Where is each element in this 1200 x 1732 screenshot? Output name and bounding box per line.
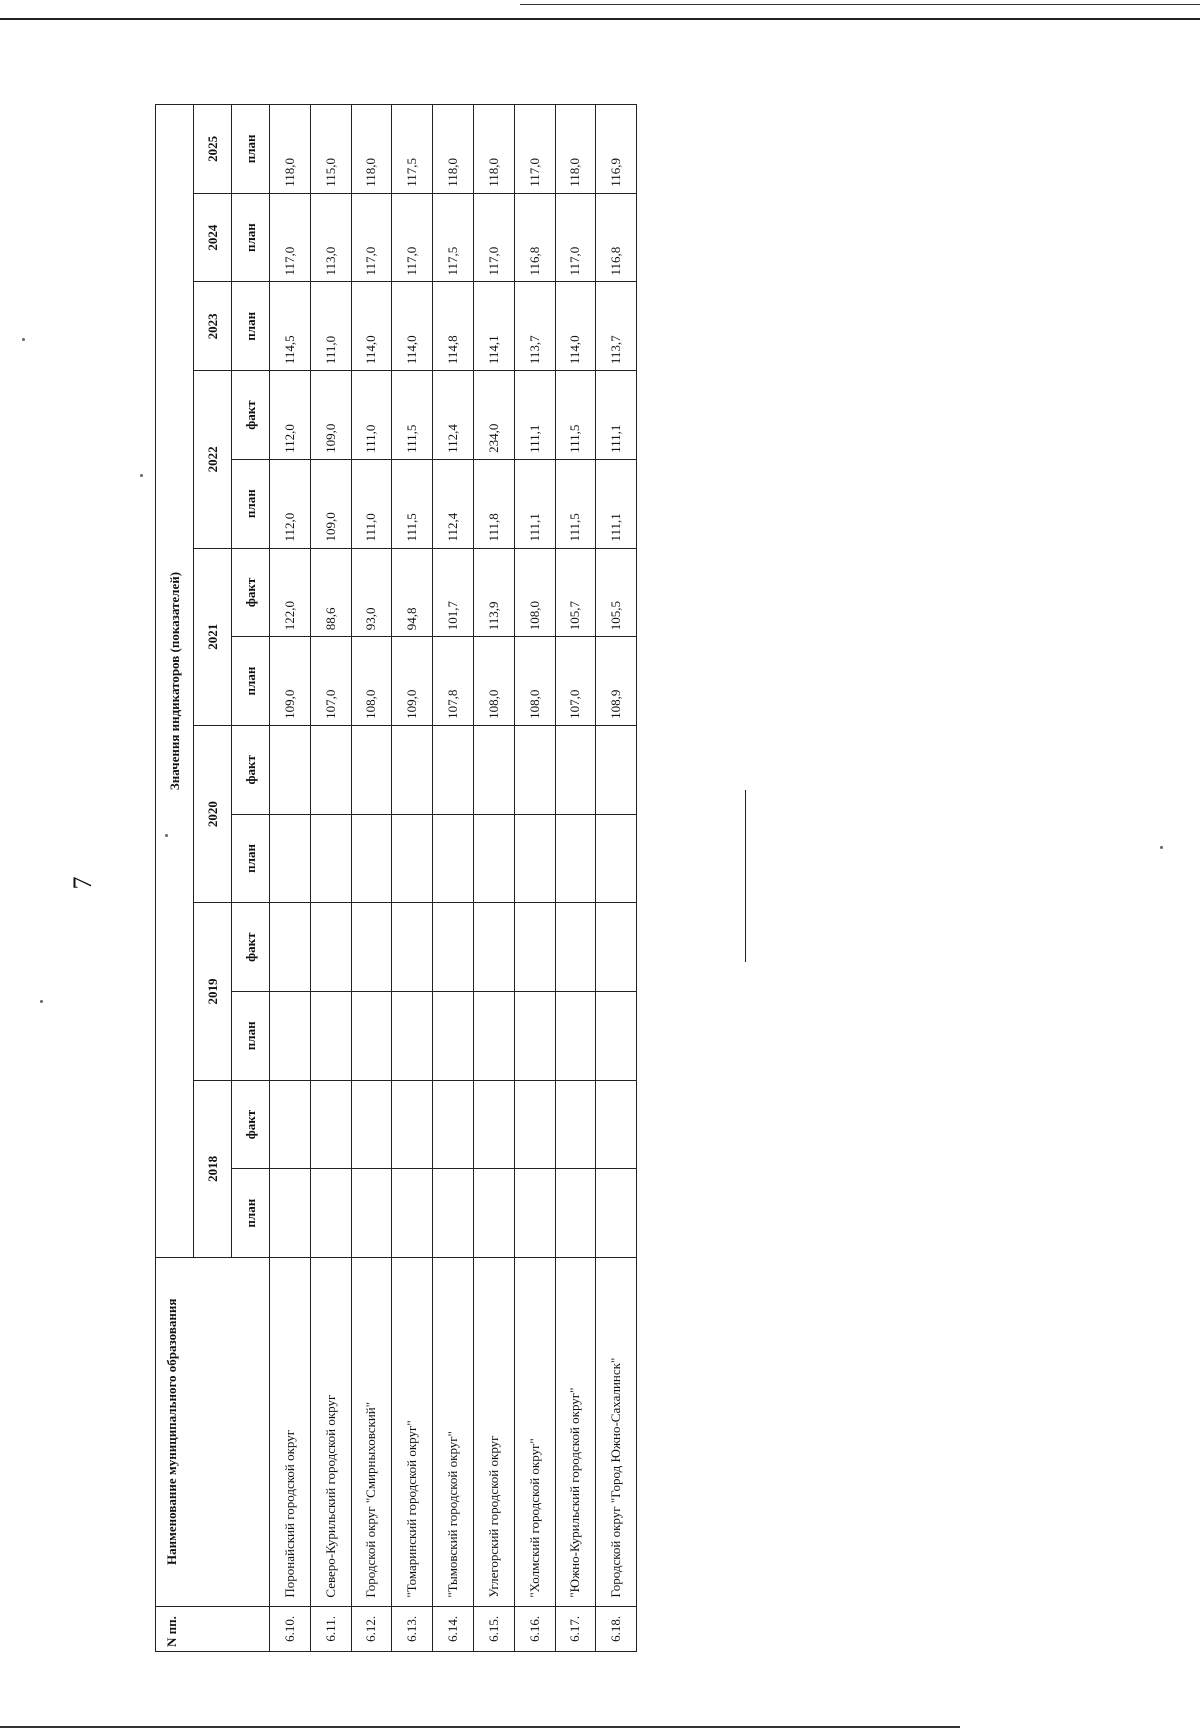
value-cell: 116,8 xyxy=(596,193,637,282)
table-row xyxy=(270,105,311,1652)
value-cell xyxy=(310,1080,351,1169)
value-cell xyxy=(270,1080,311,1169)
value-cell xyxy=(433,814,474,903)
value-cell xyxy=(473,1080,514,1169)
value-cell: 112,4 xyxy=(433,371,474,460)
value-cell: 101,7 xyxy=(433,548,474,637)
value-cell: 109,0 xyxy=(310,459,351,548)
value-cell xyxy=(514,903,555,992)
value-cell xyxy=(473,903,514,992)
value-cell: 118,0 xyxy=(433,105,474,194)
row-number: 6.15. xyxy=(473,1606,514,1651)
value-cell: 93,0 xyxy=(351,548,392,637)
value-cell xyxy=(270,991,311,1080)
value-cell: 113,7 xyxy=(596,282,637,371)
value-cell xyxy=(514,1080,555,1169)
value-cell xyxy=(473,991,514,1080)
year-header: 2024 xyxy=(194,193,232,282)
value-cell xyxy=(514,1169,555,1258)
value-cell: 114,1 xyxy=(473,282,514,371)
value-cell xyxy=(555,991,596,1080)
plan-header: план xyxy=(232,814,270,903)
value-cell: 111,5 xyxy=(555,459,596,548)
indicators-header: Значения индикаторов (показателей) xyxy=(156,105,194,1258)
col-name-header: Наименование муниципального образования xyxy=(156,1258,270,1607)
value-cell xyxy=(433,1080,474,1169)
value-cell: 114,5 xyxy=(270,282,311,371)
value-cell xyxy=(473,1169,514,1258)
value-cell: 117,0 xyxy=(514,105,555,194)
value-cell: 108,0 xyxy=(514,637,555,726)
value-cell xyxy=(310,725,351,814)
fact-header: факт xyxy=(232,371,270,460)
value-cell xyxy=(555,725,596,814)
value-cell: 115,0 xyxy=(310,105,351,194)
plan-header: план xyxy=(232,991,270,1080)
rotated-table-container xyxy=(155,104,637,1652)
value-cell: 111,8 xyxy=(473,459,514,548)
table-row xyxy=(596,105,637,1652)
row-number: 6.17. xyxy=(555,1606,596,1651)
value-cell: 117,0 xyxy=(473,193,514,282)
scan-artifact-line xyxy=(0,18,1200,20)
value-cell: 88,6 xyxy=(310,548,351,637)
municipality-name: "Холмский городской округ" xyxy=(514,1258,555,1607)
scan-artifact-line xyxy=(0,1726,960,1728)
table-row xyxy=(514,105,555,1652)
value-cell: 108,0 xyxy=(351,637,392,726)
value-cell xyxy=(555,814,596,903)
value-cell: 118,0 xyxy=(351,105,392,194)
value-cell: 118,0 xyxy=(473,105,514,194)
value-cell: 113,9 xyxy=(473,548,514,637)
value-cell: 108,0 xyxy=(514,548,555,637)
value-cell xyxy=(351,991,392,1080)
value-cell: 111,1 xyxy=(596,371,637,460)
value-cell xyxy=(596,1169,637,1258)
municipality-name: "Тымовский городской округ" xyxy=(433,1258,474,1607)
value-cell: 122,0 xyxy=(270,548,311,637)
value-cell xyxy=(270,903,311,992)
value-cell: 105,7 xyxy=(555,548,596,637)
municipality-name: Городской округ "Смирныховский" xyxy=(351,1258,392,1607)
value-cell xyxy=(433,1169,474,1258)
value-cell xyxy=(392,903,433,992)
value-cell: 117,0 xyxy=(555,193,596,282)
year-header: 2020 xyxy=(194,725,232,902)
value-cell xyxy=(310,1169,351,1258)
value-cell xyxy=(596,725,637,814)
value-cell: 107,0 xyxy=(555,637,596,726)
value-cell: 117,0 xyxy=(392,193,433,282)
year-header: 2022 xyxy=(194,371,232,548)
table-row xyxy=(433,105,474,1652)
value-cell xyxy=(351,814,392,903)
value-cell xyxy=(351,725,392,814)
value-cell: 111,0 xyxy=(351,371,392,460)
value-cell: 118,0 xyxy=(555,105,596,194)
value-cell xyxy=(555,1080,596,1169)
table-row xyxy=(392,105,433,1652)
row-number: 6.18. xyxy=(596,1606,637,1651)
year-header: 2021 xyxy=(194,548,232,725)
value-cell: 111,0 xyxy=(351,459,392,548)
value-cell xyxy=(433,903,474,992)
value-cell: 111,5 xyxy=(555,371,596,460)
value-cell: 117,5 xyxy=(433,193,474,282)
value-cell: 116,8 xyxy=(514,193,555,282)
row-number: 6.11. xyxy=(310,1606,351,1651)
row-number: 6.13. xyxy=(392,1606,433,1651)
value-cell xyxy=(351,1169,392,1258)
scan-artifact-line xyxy=(520,4,1200,5)
municipality-name: Городской округ "Город Южно-Сахалинск" xyxy=(596,1258,637,1607)
table-row xyxy=(473,105,514,1652)
indicators-table xyxy=(155,104,637,1652)
year-header: 2023 xyxy=(194,282,232,371)
value-cell: 105,5 xyxy=(596,548,637,637)
row-number: 6.10. xyxy=(270,1606,311,1651)
value-cell: 109,0 xyxy=(310,371,351,460)
value-cell xyxy=(514,725,555,814)
col-num-header: N пп. xyxy=(156,1606,270,1651)
value-cell: 112,0 xyxy=(270,459,311,548)
scan-speck xyxy=(1160,846,1163,849)
value-cell: 111,5 xyxy=(392,459,433,548)
fact-header: факт xyxy=(232,1080,270,1169)
value-cell xyxy=(310,814,351,903)
fact-header: факт xyxy=(232,903,270,992)
value-cell xyxy=(392,725,433,814)
municipality-name: "Южно-Курильский городской округ" xyxy=(555,1258,596,1607)
value-cell: 118,0 xyxy=(270,105,311,194)
value-cell: 111,5 xyxy=(392,371,433,460)
value-cell: 234,0 xyxy=(473,371,514,460)
value-cell xyxy=(596,1080,637,1169)
value-cell xyxy=(270,1169,311,1258)
value-cell xyxy=(473,814,514,903)
value-cell xyxy=(392,814,433,903)
value-cell: 114,0 xyxy=(392,282,433,371)
value-cell: 108,0 xyxy=(473,637,514,726)
value-cell: 113,0 xyxy=(310,193,351,282)
value-cell: 114,0 xyxy=(555,282,596,371)
value-cell: 107,0 xyxy=(310,637,351,726)
value-cell: 108,9 xyxy=(596,637,637,726)
plan-header: план xyxy=(232,282,270,371)
municipality-name: "Томаринский городской округ" xyxy=(392,1258,433,1607)
scan-speck xyxy=(40,1000,43,1003)
scan-speck xyxy=(140,474,143,477)
value-cell xyxy=(433,725,474,814)
year-header: 2018 xyxy=(194,1080,232,1257)
plan-header: план xyxy=(232,105,270,194)
value-cell xyxy=(596,991,637,1080)
value-cell: 116,9 xyxy=(596,105,637,194)
value-cell: 114,0 xyxy=(351,282,392,371)
value-cell xyxy=(433,991,474,1080)
value-cell xyxy=(596,814,637,903)
table-row xyxy=(555,105,596,1652)
value-cell xyxy=(310,991,351,1080)
value-cell xyxy=(270,725,311,814)
value-cell xyxy=(514,814,555,903)
value-cell xyxy=(596,903,637,992)
municipality-name: Углегорский городской округ xyxy=(473,1258,514,1607)
scan-speck xyxy=(22,338,25,341)
scan-artifact-line xyxy=(745,790,746,962)
value-cell xyxy=(392,991,433,1080)
value-cell xyxy=(351,903,392,992)
fact-header: факт xyxy=(232,548,270,637)
plan-header: план xyxy=(232,1169,270,1258)
row-number: 6.14. xyxy=(433,1606,474,1651)
value-cell: 107,8 xyxy=(433,637,474,726)
row-number: 6.12. xyxy=(351,1606,392,1651)
value-cell xyxy=(351,1080,392,1169)
value-cell: 117,0 xyxy=(270,193,311,282)
table-row xyxy=(351,105,392,1652)
plan-header: план xyxy=(232,193,270,282)
value-cell xyxy=(555,1169,596,1258)
value-cell xyxy=(555,903,596,992)
municipality-name: Поронайский городской округ xyxy=(270,1258,311,1607)
value-cell: 117,5 xyxy=(392,105,433,194)
value-cell: 112,4 xyxy=(433,459,474,548)
row-number: 6.16. xyxy=(514,1606,555,1651)
fact-header: факт xyxy=(232,725,270,814)
plan-header: план xyxy=(232,637,270,726)
municipality-name: Северо-Курильский городской округ xyxy=(310,1258,351,1607)
value-cell xyxy=(514,991,555,1080)
value-cell xyxy=(473,725,514,814)
value-cell: 111,1 xyxy=(596,459,637,548)
value-cell: 114,8 xyxy=(433,282,474,371)
value-cell: 117,0 xyxy=(351,193,392,282)
value-cell xyxy=(392,1169,433,1258)
value-cell: 111,0 xyxy=(310,282,351,371)
value-cell: 112,0 xyxy=(270,371,311,460)
year-header: 2019 xyxy=(194,903,232,1080)
value-cell xyxy=(270,814,311,903)
year-header: 2025 xyxy=(194,105,232,194)
value-cell xyxy=(392,1080,433,1169)
value-cell: 109,0 xyxy=(270,637,311,726)
value-cell: 94,8 xyxy=(392,548,433,637)
value-cell: 111,1 xyxy=(514,371,555,460)
value-cell: 109,0 xyxy=(392,637,433,726)
page-number: 7 xyxy=(68,876,97,890)
value-cell xyxy=(310,903,351,992)
plan-header: план xyxy=(232,459,270,548)
value-cell: 113,7 xyxy=(514,282,555,371)
value-cell: 111,1 xyxy=(514,459,555,548)
table-row xyxy=(310,105,351,1652)
